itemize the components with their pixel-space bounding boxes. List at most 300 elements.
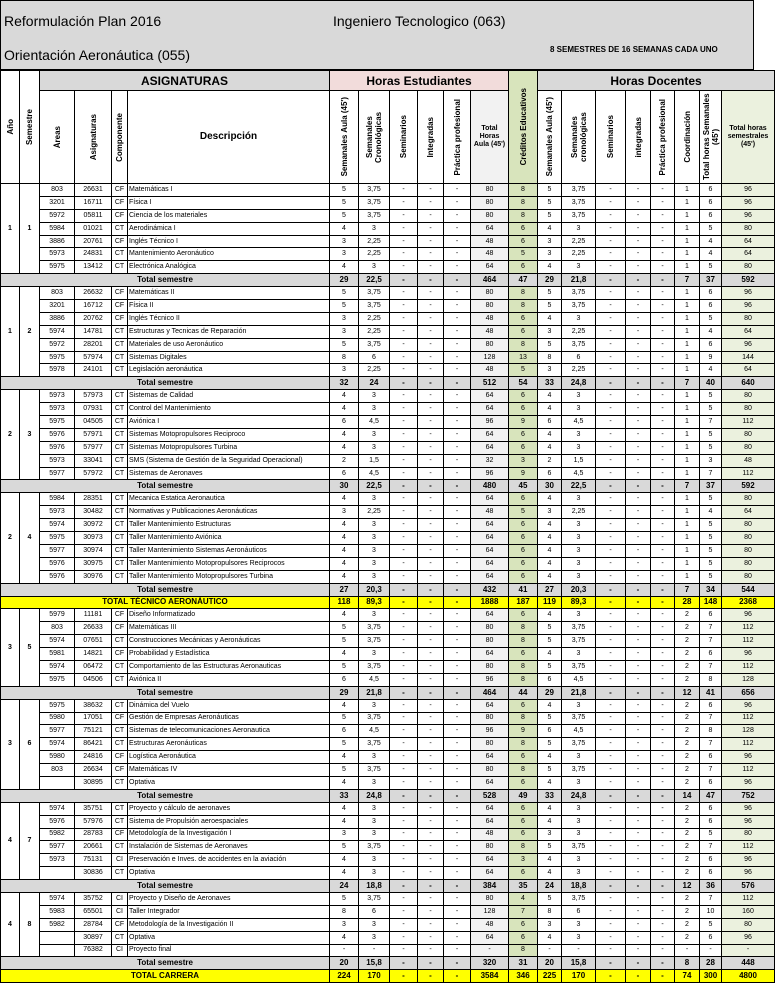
total-horas-sem: 96 [722, 209, 775, 222]
d-seminarios: - [596, 287, 626, 300]
practica: - [444, 467, 471, 480]
area-code: 5973 [40, 454, 75, 467]
component: CT [112, 738, 128, 751]
seminarios: - [390, 519, 418, 532]
d-integradas: - [626, 364, 651, 377]
subject-code: 01021 [75, 222, 112, 235]
area-code: 803 [40, 764, 75, 777]
total-horas-sem: 80 [722, 918, 775, 931]
area-code: 3201 [40, 196, 75, 209]
course-row [1, 506, 775, 519]
grand-total-row [1, 596, 775, 609]
creditos: 6 [509, 828, 538, 841]
total-aula: 96 [471, 416, 509, 429]
semester-total-practica: - [444, 789, 471, 802]
semester-total-integradas: - [418, 686, 444, 699]
coordinacion: 1 [675, 390, 700, 403]
area-code: 5975 [40, 416, 75, 429]
seminarios: - [390, 196, 418, 209]
course-row [1, 802, 775, 815]
d-seminarios: - [596, 544, 626, 557]
semanales-cron: 3,75 [359, 841, 390, 854]
semanales-cron: 3,75 [359, 287, 390, 300]
semanales-aula: 6 [330, 416, 359, 429]
integradas: - [418, 867, 444, 880]
area-code: 5979 [40, 609, 75, 622]
subject-description: Taller Mantenimiento Motopropulsores Turbina [128, 570, 330, 583]
area-code: 803 [40, 622, 75, 635]
subject-description: Estructuras y Tecnicas de Reparación [128, 325, 330, 338]
total-aula: 32 [471, 454, 509, 467]
orientation-title: Orientación Aeronáutica (055) [4, 47, 190, 63]
subject-description: Dinámica del Vuelo [128, 699, 330, 712]
d-practica: - [651, 493, 675, 506]
semanales-aula: 5 [330, 622, 359, 635]
col-d-semanales-aula: Semanales Aula (45') [538, 91, 562, 184]
d-integradas: - [626, 712, 651, 725]
d-seminarios: - [596, 828, 626, 841]
d-practica: - [651, 764, 675, 777]
integradas: - [418, 931, 444, 944]
semanales-cron: 2,25 [359, 506, 390, 519]
subject-description: Materiales de uso Aeronáutico [128, 338, 330, 351]
seminarios: - [390, 673, 418, 686]
semester-total-total-sem-45: 40 [700, 377, 722, 390]
subject-code: 65501 [75, 905, 112, 918]
grand-total-d-practica: - [651, 596, 675, 609]
total-horas-sem: 96 [722, 867, 775, 880]
career-title: Ingeniero Tecnologico (063) [333, 13, 506, 29]
total-horas-sem: 112 [722, 622, 775, 635]
course-row [1, 738, 775, 751]
d-semanales-cron: 3,75 [562, 300, 596, 313]
semanales-aula: 5 [330, 738, 359, 751]
coordinacion: 2 [675, 918, 700, 931]
d-semanales-aula: 4 [538, 428, 562, 441]
d-integradas: - [626, 325, 651, 338]
subject-description: Taller Mantenimiento Motopropulsores Reciprocos [128, 557, 330, 570]
coordinacion: 2 [675, 712, 700, 725]
subject-code: 75121 [75, 725, 112, 738]
d-semanales-aula: 4 [538, 493, 562, 506]
subject-code: 24101 [75, 364, 112, 377]
subject-code: 30972 [75, 519, 112, 532]
creditos: 5 [509, 364, 538, 377]
semanales-cron: 6 [359, 905, 390, 918]
grand-total-coordinacion: 28 [675, 596, 700, 609]
d-integradas: - [626, 854, 651, 867]
total-horas-sem: 64 [722, 235, 775, 248]
d-seminarios: - [596, 519, 626, 532]
total-aula: 64 [471, 776, 509, 789]
d-semanales-aula: 4 [538, 519, 562, 532]
grand-total-creditos: 346 [509, 970, 538, 983]
integradas: - [418, 454, 444, 467]
d-seminarios: - [596, 532, 626, 545]
d-semanales-cron: 3 [562, 802, 596, 815]
semester-total-total-sem-45: 37 [700, 274, 722, 287]
total-aula: 96 [471, 467, 509, 480]
d-practica: - [651, 196, 675, 209]
practica: - [444, 699, 471, 712]
seminarios: - [390, 338, 418, 351]
col-semanales-cron: Semanales Cronológicas [359, 91, 390, 184]
semester-total-d-practica: - [651, 583, 675, 596]
total-horas-sem: 128 [722, 673, 775, 686]
d-integradas: - [626, 557, 651, 570]
d-seminarios: - [596, 235, 626, 248]
area-code [40, 776, 75, 789]
area-code: 5975 [40, 532, 75, 545]
integradas: - [418, 609, 444, 622]
semester-total-semanales-aula: 33 [330, 789, 359, 802]
d-seminarios: - [596, 854, 626, 867]
total-aula: 80 [471, 892, 509, 905]
semanales-cron: 3 [359, 751, 390, 764]
total-sem-45: 5 [700, 428, 722, 441]
semester-total-d-semanales-aula: 29 [538, 686, 562, 699]
total-aula: 64 [471, 648, 509, 661]
d-semanales-cron: 3,75 [562, 738, 596, 751]
d-semanales-aula: 4 [538, 261, 562, 274]
semanales-cron: 3,75 [359, 660, 390, 673]
practica: - [444, 441, 471, 454]
component: CF [112, 287, 128, 300]
integradas: - [418, 776, 444, 789]
area-code: 3886 [40, 235, 75, 248]
creditos: 6 [509, 815, 538, 828]
total-aula: 80 [471, 338, 509, 351]
total-sem-45: 5 [700, 570, 722, 583]
semester-total-d-seminarios: - [596, 880, 626, 893]
component: CT [112, 557, 128, 570]
course-row [1, 519, 775, 532]
semester-total-d-integradas: - [626, 789, 651, 802]
seminarios: - [390, 751, 418, 764]
creditos: 6 [509, 493, 538, 506]
coordinacion: 2 [675, 648, 700, 661]
d-semanales-cron: - [562, 944, 596, 957]
semester-total-d-seminarios: - [596, 583, 626, 596]
total-horas-sem: 80 [722, 828, 775, 841]
semanales-cron: 2,25 [359, 248, 390, 261]
semester-total-d-seminarios: - [596, 686, 626, 699]
course-row [1, 776, 775, 789]
semester-total-practica: - [444, 274, 471, 287]
semester-total-d-semanales-cron: 20,3 [562, 583, 596, 596]
semanales-cron: 6 [359, 351, 390, 364]
creditos: 8 [509, 738, 538, 751]
subject-description: Física I [128, 196, 330, 209]
subject-code: 26631 [75, 184, 112, 197]
d-semanales-aula: 4 [538, 854, 562, 867]
area-code: 5973 [40, 854, 75, 867]
component: CF [112, 828, 128, 841]
coordinacion: 1 [675, 325, 700, 338]
area-code: 803 [40, 287, 75, 300]
total-sem-45: 7 [700, 660, 722, 673]
d-integradas: - [626, 235, 651, 248]
coordinacion: 1 [675, 196, 700, 209]
semester-total-practica: - [444, 377, 471, 390]
d-integradas: - [626, 944, 651, 957]
total-horas-sem: 128 [722, 725, 775, 738]
d-seminarios: - [596, 557, 626, 570]
subject-description: Optativa [128, 867, 330, 880]
total-sem-45: 6 [700, 867, 722, 880]
semanales-cron: 4,5 [359, 673, 390, 686]
total-sem-45: 5 [700, 441, 722, 454]
semester-total-semanales-cron: 20,3 [359, 583, 390, 596]
practica: - [444, 261, 471, 274]
d-integradas: - [626, 312, 651, 325]
component: CT [112, 338, 128, 351]
d-integradas: - [626, 454, 651, 467]
d-integradas: - [626, 918, 651, 931]
semester-total-d-integradas: - [626, 957, 651, 970]
semanales-aula: 5 [330, 660, 359, 673]
d-semanales-aula: 5 [538, 287, 562, 300]
creditos: 5 [509, 506, 538, 519]
subject-description: Sistema de Propulsión aeroespaciales [128, 815, 330, 828]
practica: - [444, 867, 471, 880]
d-seminarios: - [596, 841, 626, 854]
semanales-cron: 3 [359, 222, 390, 235]
creditos: 6 [509, 867, 538, 880]
component: CF [112, 196, 128, 209]
coordinacion: 1 [675, 209, 700, 222]
semester-total-semanales-aula: 32 [330, 377, 359, 390]
semester-total-semanales-cron: 21,8 [359, 686, 390, 699]
semester-total-total-horas-sem: 576 [722, 880, 775, 893]
coordinacion: 1 [675, 351, 700, 364]
total-horas-sem: 80 [722, 532, 775, 545]
total-aula: 48 [471, 235, 509, 248]
component: CF [112, 764, 128, 777]
semanales-aula: 4 [330, 557, 359, 570]
semester-total-total-horas-sem: 448 [722, 957, 775, 970]
component: CT [112, 261, 128, 274]
subject-description: Taller Mantenimiento Estructuras [128, 519, 330, 532]
d-integradas: - [626, 570, 651, 583]
d-practica: - [651, 815, 675, 828]
total-horas-sem: 144 [722, 351, 775, 364]
course-row [1, 261, 775, 274]
course-row [1, 300, 775, 313]
integradas: - [418, 557, 444, 570]
d-integradas: - [626, 338, 651, 351]
total-sem-45: 3 [700, 454, 722, 467]
d-semanales-aula: 4 [538, 802, 562, 815]
total-horas-sem: 96 [722, 184, 775, 197]
d-integradas: - [626, 802, 651, 815]
seminarios: - [390, 261, 418, 274]
total-horas-sem: 96 [722, 648, 775, 661]
component: CF [112, 648, 128, 661]
seminarios: - [390, 506, 418, 519]
total-horas-sem: 80 [722, 390, 775, 403]
d-semanales-cron: 3,75 [562, 841, 596, 854]
semanales-cron: 3,75 [359, 209, 390, 222]
d-integradas: - [626, 428, 651, 441]
component: CT [112, 776, 128, 789]
d-semanales-cron: 3 [562, 609, 596, 622]
seminarios: - [390, 802, 418, 815]
grand-total-d-integradas: - [626, 970, 651, 983]
practica: - [444, 892, 471, 905]
coordinacion: 2 [675, 609, 700, 622]
total-aula: 128 [471, 905, 509, 918]
practica: - [444, 403, 471, 416]
semesters-note: 8 SEMESTRES DE 16 SEMANAS CADA UNO [550, 45, 718, 54]
subject-description: Aerodinámica I [128, 222, 330, 235]
d-seminarios: - [596, 196, 626, 209]
semester-total-d-integradas: - [626, 583, 651, 596]
total-sem-45: 6 [700, 196, 722, 209]
total-horas-sem: 96 [722, 854, 775, 867]
total-aula: 80 [471, 196, 509, 209]
subject-code: 30973 [75, 532, 112, 545]
total-horas-sem: 80 [722, 403, 775, 416]
course-row [1, 905, 775, 918]
semester-total-integradas: - [418, 274, 444, 287]
area-code: 5984 [40, 222, 75, 235]
semester-total-integradas: - [418, 583, 444, 596]
integradas: - [418, 854, 444, 867]
coordinacion: 1 [675, 222, 700, 235]
d-semanales-aula: 5 [538, 209, 562, 222]
seminarios: - [390, 184, 418, 197]
semester-total-d-seminarios: - [596, 377, 626, 390]
seminarios: - [390, 235, 418, 248]
total-sem-45: 5 [700, 493, 722, 506]
subject-code: 24816 [75, 751, 112, 764]
component: CT [112, 660, 128, 673]
creditos: 6 [509, 570, 538, 583]
semanales-cron: 3,75 [359, 892, 390, 905]
semanales-aula: 4 [330, 428, 359, 441]
creditos: 6 [509, 312, 538, 325]
coordinacion: 2 [675, 815, 700, 828]
semanales-cron: 2,25 [359, 312, 390, 325]
total-aula: 64 [471, 802, 509, 815]
total-horas-sem: 64 [722, 325, 775, 338]
semester-total-semanales-cron: 22,5 [359, 274, 390, 287]
practica: - [444, 351, 471, 364]
total-sem-45: 7 [700, 892, 722, 905]
semanales-aula: 3 [330, 506, 359, 519]
semanales-cron: 3 [359, 854, 390, 867]
d-seminarios: - [596, 712, 626, 725]
semanales-cron: 3,75 [359, 712, 390, 725]
total-sem-45: 7 [700, 416, 722, 429]
creditos: 6 [509, 751, 538, 764]
semanales-cron: 3 [359, 441, 390, 454]
seminarios: - [390, 712, 418, 725]
component: CT [112, 725, 128, 738]
col-semestre: Semestre [20, 71, 40, 184]
component: CT [112, 506, 128, 519]
semester-total-label: Total semestre [1, 480, 330, 493]
semester-total-d-seminarios: - [596, 957, 626, 970]
d-seminarios: - [596, 338, 626, 351]
course-row [1, 390, 775, 403]
semester-total-row [1, 789, 775, 802]
area-code: 3886 [40, 312, 75, 325]
d-seminarios: - [596, 892, 626, 905]
total-sem-45: 5 [700, 390, 722, 403]
total-sem-45: 6 [700, 815, 722, 828]
course-row [1, 570, 775, 583]
semanales-cron: 3 [359, 403, 390, 416]
semanales-aula: 4 [330, 776, 359, 789]
semester-total-total-aula: 320 [471, 957, 509, 970]
total-aula: 80 [471, 764, 509, 777]
subject-description: Matemáticas II [128, 287, 330, 300]
subject-code: 17051 [75, 712, 112, 725]
subject-description: Logística Aeronáutica [128, 751, 330, 764]
d-semanales-aula: 5 [538, 841, 562, 854]
coordinacion: 1 [675, 235, 700, 248]
d-seminarios: - [596, 648, 626, 661]
semanales-cron: 3 [359, 532, 390, 545]
semester-total-d-integradas: - [626, 480, 651, 493]
creditos: 8 [509, 673, 538, 686]
semanales-cron: 3 [359, 493, 390, 506]
col-areas: Áreas [40, 91, 75, 184]
d-practica: - [651, 660, 675, 673]
semanales-aula: 5 [330, 209, 359, 222]
coordinacion: 1 [675, 570, 700, 583]
area-code: 5973 [40, 248, 75, 261]
d-practica: - [651, 841, 675, 854]
d-integradas: - [626, 725, 651, 738]
course-row [1, 235, 775, 248]
total-horas-sem: 112 [722, 841, 775, 854]
semester-total-total-horas-sem: 592 [722, 480, 775, 493]
creditos: 6 [509, 428, 538, 441]
semanales-aula: 4 [330, 544, 359, 557]
integradas: - [418, 235, 444, 248]
integradas: - [418, 467, 444, 480]
creditos: 8 [509, 635, 538, 648]
semester-total-d-semanales-cron: 15,8 [562, 957, 596, 970]
component: CF [112, 300, 128, 313]
d-practica: - [651, 338, 675, 351]
component: CT [112, 493, 128, 506]
subject-code: 07651 [75, 635, 112, 648]
integradas: - [418, 248, 444, 261]
total-sem-45: 7 [700, 635, 722, 648]
d-semanales-cron: 6 [562, 905, 596, 918]
d-semanales-cron: 3,75 [562, 184, 596, 197]
total-horas-sem: 112 [722, 660, 775, 673]
component: CT [112, 222, 128, 235]
d-seminarios: - [596, 918, 626, 931]
d-semanales-cron: 3 [562, 544, 596, 557]
d-practica: - [651, 235, 675, 248]
year-cell: 2 [1, 390, 20, 480]
d-seminarios: - [596, 944, 626, 957]
semester-total-coordinacion: 12 [675, 880, 700, 893]
practica: - [444, 184, 471, 197]
d-practica: - [651, 519, 675, 532]
semester-total-semanales-aula: 24 [330, 880, 359, 893]
d-semanales-aula: 5 [538, 184, 562, 197]
d-semanales-aula: 3 [538, 506, 562, 519]
subject-description: Metodología de la Investigación I [128, 828, 330, 841]
semanales-aula: 6 [330, 725, 359, 738]
